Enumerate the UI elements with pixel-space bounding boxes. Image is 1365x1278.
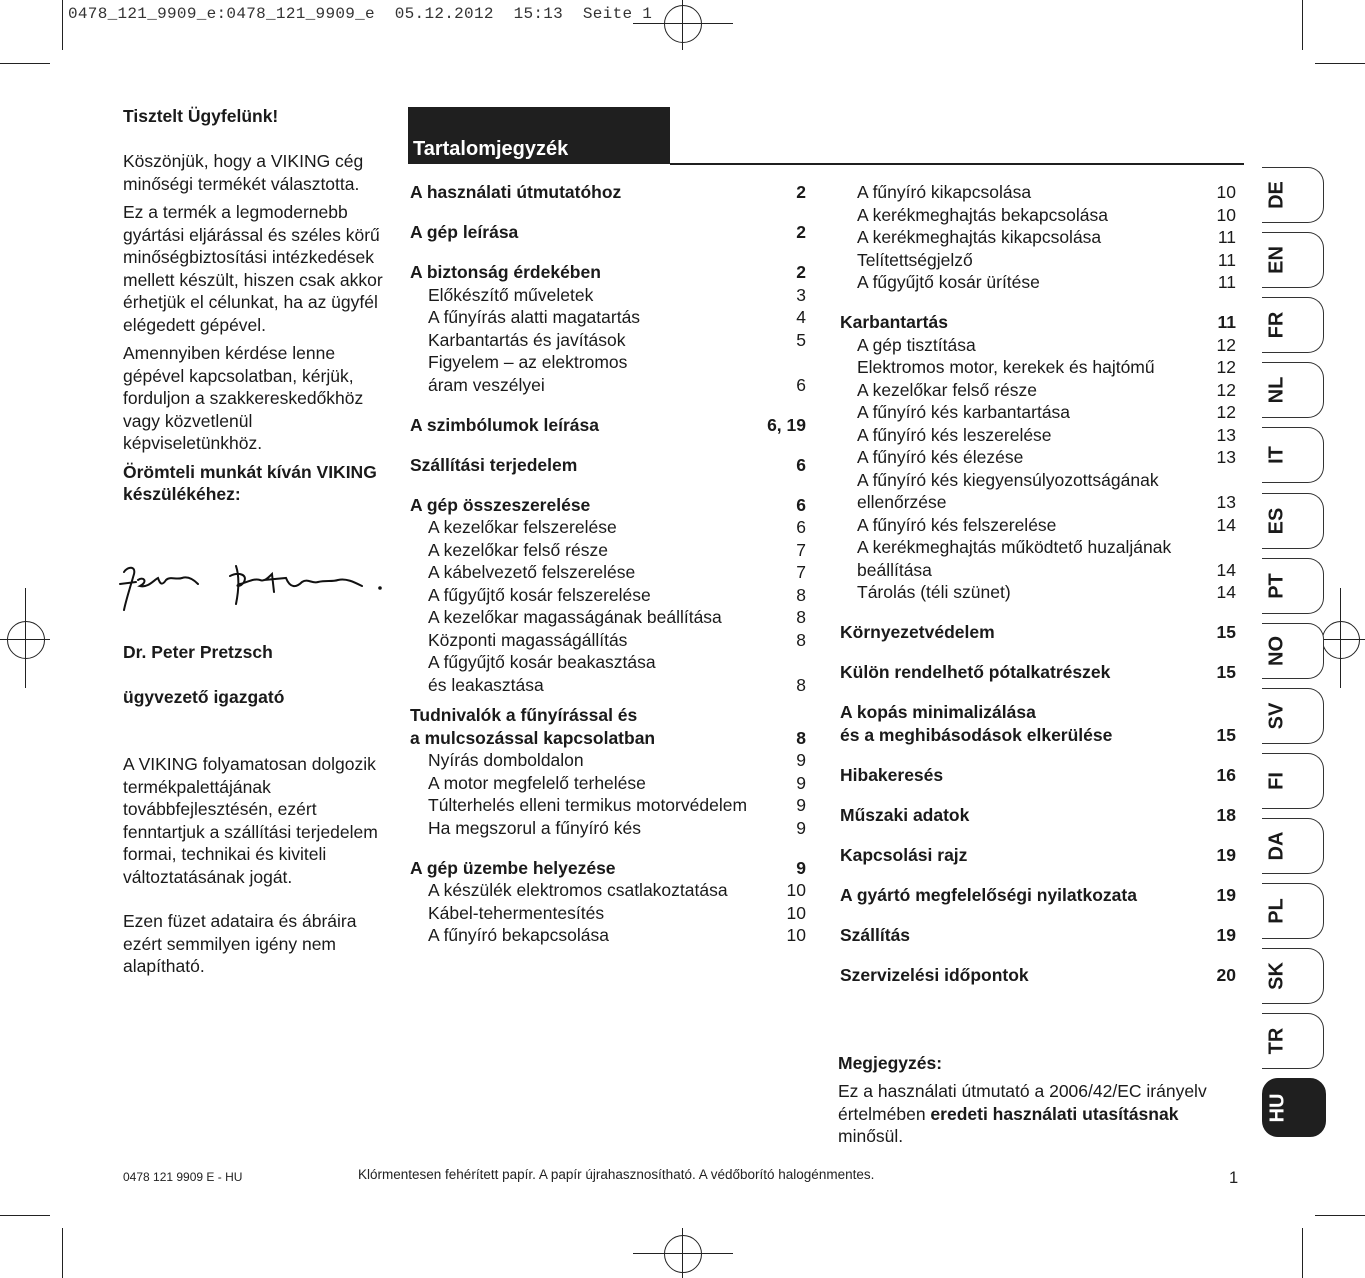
toc-entry-title: a mulcsozással kapcsolatban bbox=[410, 727, 656, 748]
toc-entry-page: 8 bbox=[796, 629, 806, 650]
toc-entry bbox=[840, 581, 1236, 604]
toc-entry-title: A gép összeszerelése bbox=[410, 494, 591, 515]
document-code: 0478 121 9909 E - HU bbox=[123, 1170, 243, 1184]
toc-entry bbox=[840, 379, 1236, 402]
language-tab-nl[interactable] bbox=[1262, 362, 1324, 418]
toc-entry-page: 2 bbox=[796, 222, 806, 242]
toc-entry-title: A biztonság érdekében bbox=[410, 262, 601, 282]
toc-section bbox=[840, 724, 1236, 747]
toc-section bbox=[840, 764, 1236, 787]
toc-entry-title: beállítása bbox=[857, 559, 932, 580]
language-tab-tr[interactable] bbox=[1262, 1013, 1324, 1069]
toc-entry-title: A fűnyíró kikapcsolása bbox=[857, 182, 1032, 202]
toc-entry-title: A fűnyíró bekapcsolása bbox=[428, 925, 609, 945]
toc-entry-title: Központi magasságállítás bbox=[428, 629, 628, 650]
toc-entry-page: 2 bbox=[796, 262, 806, 282]
toc-entry-page: 9 bbox=[796, 795, 806, 815]
toc-entry-title: Nyírás domboldalon bbox=[428, 750, 584, 770]
toc-entry-page: 13 bbox=[1216, 424, 1236, 445]
language-tab-pl[interactable] bbox=[1262, 883, 1324, 939]
toc-entry-page: 12 bbox=[1216, 334, 1236, 355]
toc-entry-page: 11 bbox=[1217, 312, 1236, 332]
toc-entry-title: A kerékmeghajtás bekapcsolása bbox=[857, 204, 1108, 225]
toc-entry-title: A kezelőkar magasságának beállítása bbox=[428, 607, 722, 627]
toc-entry-page: 4 bbox=[796, 307, 806, 327]
toc-entry-page: 13 bbox=[1216, 492, 1236, 512]
toc-entry-title: Ha megszorul a fűnyíró kés bbox=[428, 817, 642, 838]
language-tab-de[interactable] bbox=[1262, 167, 1324, 223]
toc-entry bbox=[410, 284, 806, 307]
crop-mark bbox=[0, 1215, 50, 1216]
toc-section bbox=[840, 804, 1236, 827]
language-tab-pt[interactable] bbox=[1262, 558, 1324, 614]
toc-section bbox=[410, 261, 806, 284]
language-tab-label: TR bbox=[1265, 1027, 1288, 1055]
toc-entry-title: A fűnyíró kés karbantartása bbox=[857, 402, 1071, 422]
language-tab-label: SV bbox=[1265, 702, 1288, 730]
toc-entry-title: A fűnyíró kés felszerelése bbox=[857, 514, 1057, 535]
toc-entry-page: 12 bbox=[1216, 402, 1236, 422]
toc-entry-page: 10 bbox=[1216, 204, 1236, 225]
toc-entry-title: Tárolás (téli szünet) bbox=[857, 582, 1011, 602]
toc-entry bbox=[410, 516, 806, 539]
intro-paragraph: Amennyiben kérdése lenne gépével kapcsolatban, kérjük, forduljon a szakkereskedőkhöz vagy közvetlenül képviseletünkhöz. bbox=[123, 343, 364, 453]
toc-entry-page: 7 bbox=[796, 562, 806, 582]
toc-entry-page: 9 bbox=[796, 750, 806, 770]
toc-entry-title: A fűnyírás alatti magatartás bbox=[428, 307, 641, 327]
toc-entry-title: áram veszélyei bbox=[428, 374, 545, 395]
toc-section bbox=[840, 964, 1236, 987]
toc-title: Tartalomjegyzék bbox=[413, 138, 569, 160]
toc-entry-title: A fűnyíró kés leszerelése bbox=[857, 424, 1052, 445]
toc-entry bbox=[840, 536, 1236, 559]
toc-entry-page: 19 bbox=[1216, 884, 1236, 905]
toc-entry bbox=[410, 651, 806, 674]
toc-entry-title: A motor megfelelő terhelése bbox=[428, 772, 646, 793]
toc-entry-title: Karbantartás és javítások bbox=[428, 329, 626, 350]
toc-entry bbox=[840, 356, 1236, 379]
language-tab-es[interactable] bbox=[1262, 493, 1324, 549]
toc-entry-title: Karbantartás bbox=[840, 312, 948, 332]
toc-entry-page: 10 bbox=[786, 925, 806, 945]
page-number: 1 bbox=[1229, 1169, 1239, 1187]
signer-title: ügyvezető igazgató bbox=[123, 687, 285, 707]
toc-section bbox=[410, 704, 806, 727]
toc-section bbox=[840, 924, 1236, 947]
toc-section bbox=[410, 494, 806, 517]
language-tab-it[interactable] bbox=[1262, 427, 1324, 483]
toc-entry bbox=[410, 924, 806, 947]
toc-section bbox=[840, 884, 1236, 907]
toc-entry bbox=[840, 469, 1236, 492]
language-tab-da[interactable] bbox=[1262, 818, 1324, 874]
toc-entry bbox=[410, 351, 806, 374]
language-tab-fi[interactable] bbox=[1262, 753, 1324, 809]
language-tab-label: DA bbox=[1265, 831, 1288, 861]
crop-mark bbox=[62, 1228, 63, 1278]
toc-entry bbox=[840, 226, 1236, 249]
toc-entry-title: A fűgyűjtő kosár beakasztása bbox=[428, 652, 656, 672]
toc-entry-page: 2 bbox=[796, 182, 806, 202]
language-tab-hu[interactable] bbox=[1262, 1078, 1326, 1137]
toc-section bbox=[410, 727, 806, 750]
toc-entry-title: Környezetvédelem bbox=[840, 622, 995, 642]
toc-entry bbox=[840, 559, 1236, 582]
crop-mark bbox=[1302, 1228, 1303, 1278]
toc-rule bbox=[670, 163, 1244, 165]
toc-entry-title: A kerékmeghajtás működtető huzaljának bbox=[857, 537, 1172, 557]
language-tab-label: NO bbox=[1265, 636, 1288, 666]
toc-entry bbox=[410, 629, 806, 652]
toc-entry-page: 16 bbox=[1216, 764, 1236, 785]
toc-entry bbox=[410, 749, 806, 772]
toc-entry-page: 14 bbox=[1216, 514, 1236, 535]
intro-wish: Örömteli munkát kíván VIKING készülékéhez: bbox=[123, 461, 377, 504]
language-tab-label: HU bbox=[1266, 1093, 1289, 1122]
toc-entry-page: 10 bbox=[786, 902, 806, 923]
toc-entry bbox=[840, 271, 1236, 294]
toc-section bbox=[410, 857, 806, 880]
crop-mark bbox=[1302, 0, 1303, 50]
toc-section bbox=[840, 311, 1236, 334]
toc-entry-page: 11 bbox=[1217, 272, 1236, 292]
toc-section bbox=[840, 844, 1236, 867]
language-tab-label: IT bbox=[1265, 446, 1288, 464]
toc-entry-title: A gép üzembe helyezése bbox=[410, 857, 616, 878]
toc-entry bbox=[410, 674, 806, 697]
toc-entry-page: 8 bbox=[796, 674, 806, 695]
crop-mark bbox=[1315, 63, 1365, 64]
toc-entry bbox=[410, 561, 806, 584]
language-tab-label: ES bbox=[1265, 507, 1288, 535]
toc-entry-page: 7 bbox=[796, 539, 806, 560]
crop-mark bbox=[62, 0, 63, 50]
toc-entry-page: 9 bbox=[796, 772, 806, 793]
note-text-start: Ez a használati útmutató a 2006/42/EC irányelv értelmében bbox=[838, 1081, 1207, 1124]
toc-entry-title: Túlterhelés elleni termikus motorvédelem bbox=[428, 795, 748, 815]
toc-entry-page: 8 bbox=[796, 584, 806, 605]
toc-entry-title: A kezelőkar felső része bbox=[857, 379, 1037, 400]
toc-entry bbox=[840, 514, 1236, 537]
toc-entry-title: Tudnivalók a fűnyírással és bbox=[410, 705, 638, 725]
language-tab-sv[interactable] bbox=[1262, 688, 1324, 744]
language-tab-label: FI bbox=[1265, 772, 1288, 790]
toc-entry-title: A fűgyűjtő kosár ürítése bbox=[857, 272, 1040, 292]
signer-name: Dr. Peter Pretzsch bbox=[123, 642, 273, 662]
toc-entry-title: A szimbólumok leírása bbox=[410, 414, 599, 435]
toc-entry-page: 14 bbox=[1216, 582, 1236, 602]
toc-section bbox=[840, 701, 1236, 724]
toc-column-2 bbox=[840, 181, 1236, 986]
language-tab-no[interactable] bbox=[1262, 623, 1324, 679]
toc-entry-page: 6 bbox=[796, 454, 806, 475]
signature bbox=[118, 558, 388, 616]
toc-entry-title: A fűgyűjtő kosár felszerelése bbox=[428, 584, 651, 605]
toc-entry-page: 14 bbox=[1216, 559, 1236, 580]
toc-entry-title: A készülék elektromos csatlakoztatása bbox=[428, 880, 728, 900]
toc-section bbox=[840, 621, 1236, 644]
note-heading: Megjegyzés: bbox=[838, 1053, 943, 1073]
toc-entry bbox=[410, 879, 806, 902]
toc-entry-title: és a meghibásodások elkerülése bbox=[840, 724, 1113, 745]
toc-entry-title: Telítettségjelző bbox=[857, 249, 973, 270]
language-tab-en[interactable] bbox=[1262, 232, 1324, 288]
toc-entry-title: Hibakeresés bbox=[840, 764, 944, 785]
toc-entry-page: 6 bbox=[796, 494, 806, 515]
toc-entry bbox=[410, 539, 806, 562]
toc-entry-page: 13 bbox=[1216, 447, 1236, 467]
toc-entry-title: Kapcsolási rajz bbox=[840, 844, 968, 865]
crop-mark bbox=[0, 63, 50, 64]
toc-entry bbox=[410, 606, 806, 629]
language-tab-label: FR bbox=[1265, 311, 1288, 339]
toc-entry bbox=[840, 446, 1236, 469]
toc-entry bbox=[840, 424, 1236, 447]
toc-heading bbox=[408, 107, 670, 164]
language-tab-label: PT bbox=[1265, 573, 1288, 599]
toc-entry-page: 18 bbox=[1216, 804, 1236, 825]
disclaimer-text: A VIKING folyamatosan dolgozik termékpalettájának továbbfejlesztésén, ezért fenntartjuk a szállítási terjedelem formai, technikai és kiviteli változtatásának jogát. bbox=[123, 754, 378, 887]
toc-entry-page: 11 bbox=[1217, 227, 1236, 247]
toc-entry-page: 3 bbox=[796, 284, 806, 305]
toc-entry-title: Elektromos motor, kerekek és hajtómű bbox=[857, 357, 1155, 377]
toc-entry-title: A fűnyíró kés kiegyensúlyozottságának bbox=[857, 469, 1159, 490]
toc-section bbox=[410, 454, 806, 477]
toc-entry bbox=[840, 334, 1236, 357]
toc-entry bbox=[410, 329, 806, 352]
toc-section bbox=[840, 661, 1236, 684]
toc-section bbox=[410, 181, 806, 204]
toc-entry-title: Szállítás bbox=[840, 924, 911, 945]
toc-entry-title: Figyelem – az elektromos bbox=[428, 352, 628, 372]
toc-entry bbox=[410, 817, 806, 840]
toc-entry bbox=[840, 491, 1236, 514]
toc-entry-title: A gép tisztítása bbox=[857, 334, 976, 355]
toc-entry-page: 12 bbox=[1216, 379, 1236, 400]
toc-entry-page: 15 bbox=[1216, 662, 1236, 682]
toc-entry-title: A kezelőkar felszerelése bbox=[428, 517, 617, 537]
toc-entry-page: 12 bbox=[1216, 357, 1236, 377]
toc-entry-page: 8 bbox=[796, 607, 806, 627]
toc-entry bbox=[410, 306, 806, 329]
toc-entry bbox=[410, 902, 806, 925]
language-tab-label: NL bbox=[1265, 376, 1288, 404]
toc-entry bbox=[840, 181, 1236, 204]
toc-entry bbox=[410, 794, 806, 817]
toc-entry-title: Műszaki adatok bbox=[840, 804, 970, 825]
toc-entry-page: 11 bbox=[1217, 249, 1236, 270]
toc-column-1 bbox=[410, 181, 806, 947]
toc-entry bbox=[410, 772, 806, 795]
language-tab-label: SK bbox=[1265, 962, 1288, 990]
language-tab-label: PL bbox=[1265, 898, 1288, 924]
toc-entry-title: A kopás minimalizálása bbox=[840, 702, 1036, 722]
toc-entry-page: 5 bbox=[796, 329, 806, 350]
toc-entry-title: Szállítási terjedelem bbox=[410, 454, 578, 475]
note-text-bold: eredeti használati utasításnak bbox=[930, 1103, 1179, 1124]
print-slug: 0478_121_9909_e:0478_121_9909_e 05.12.2012 15:13 Seite 1 bbox=[68, 5, 653, 23]
language-tab-label: EN bbox=[1265, 246, 1288, 274]
greeting: Tisztelt Ügyfelünk! bbox=[123, 106, 279, 126]
toc-entry-page: 9 bbox=[796, 857, 806, 878]
toc-entry bbox=[410, 584, 806, 607]
toc-entry-title: A kábelvezető felszerelése bbox=[428, 562, 636, 582]
toc-entry-page: 10 bbox=[1216, 182, 1236, 202]
toc-entry bbox=[410, 374, 806, 397]
toc-entry-title: A gyártó megfelelőségi nyilatkozata bbox=[840, 884, 1137, 905]
toc-entry-page: 8 bbox=[796, 727, 806, 748]
toc-entry-page: 15 bbox=[1216, 724, 1236, 745]
crop-mark bbox=[1315, 1215, 1365, 1216]
toc-entry-title: és leakasztása bbox=[428, 674, 544, 695]
language-tab-fr[interactable] bbox=[1262, 297, 1324, 353]
paper-note: Klórmentesen fehérített papír. A papír újrahasznosítható. A védőborító halogénmentes. bbox=[358, 1167, 875, 1182]
note-text-end: minősül. bbox=[838, 1126, 904, 1146]
note-text bbox=[838, 1080, 1248, 1148]
intro-paragraph: Ez a termék a legmodernebb gyártási eljárással és széles körű minőségbiztosítási intézkedések mellett készült, hiszen csak akkor érhetjük el célunkat, ha az ügyfél elégedett gépével. bbox=[123, 202, 383, 335]
intro-text bbox=[123, 150, 393, 512]
language-tab-sk[interactable] bbox=[1262, 948, 1324, 1004]
toc-entry-title: ellenőrzése bbox=[857, 492, 947, 512]
toc-entry-title: A használati útmutatóhoz bbox=[410, 182, 622, 202]
disclaimer-text-2: Ezen füzet adataira és ábráira ezért semmilyen igény nem alapítható. bbox=[123, 911, 357, 976]
toc-entry-page: 20 bbox=[1216, 964, 1236, 985]
toc-section bbox=[410, 221, 806, 244]
toc-entry-page: 6, 19 bbox=[767, 414, 806, 435]
language-tab-label: DE bbox=[1265, 181, 1288, 209]
intro-paragraph: Köszönjük, hogy a VIKING cég minőségi termékét választotta. bbox=[123, 151, 364, 194]
toc-entry-title: A fűnyíró kés élezése bbox=[857, 447, 1024, 467]
toc-entry-page: 19 bbox=[1216, 924, 1236, 945]
toc-entry-page: 19 bbox=[1216, 844, 1236, 865]
toc-entry-title: A kezelőkar felső része bbox=[428, 539, 608, 560]
toc-entry-title: Kábel-tehermentesítés bbox=[428, 902, 605, 923]
toc-entry-page: 6 bbox=[796, 517, 806, 537]
toc-entry-page: 10 bbox=[786, 880, 806, 900]
toc-entry bbox=[840, 401, 1236, 424]
toc-section bbox=[410, 414, 806, 437]
toc-entry-title: Szervizelési időpontok bbox=[840, 964, 1029, 985]
toc-entry-title: Külön rendelhető pótalkatrészek bbox=[840, 662, 1111, 682]
toc-entry-page: 9 bbox=[796, 817, 806, 838]
toc-entry bbox=[840, 249, 1236, 272]
toc-entry-title: A kerékmeghajtás kikapcsolása bbox=[857, 227, 1102, 247]
toc-entry-title: Előkészítő műveletek bbox=[428, 284, 594, 305]
toc-entry-page: 6 bbox=[796, 374, 806, 395]
toc-entry bbox=[840, 204, 1236, 227]
toc-entry-page: 15 bbox=[1216, 622, 1236, 642]
toc-entry-title: A gép leírása bbox=[410, 222, 519, 242]
